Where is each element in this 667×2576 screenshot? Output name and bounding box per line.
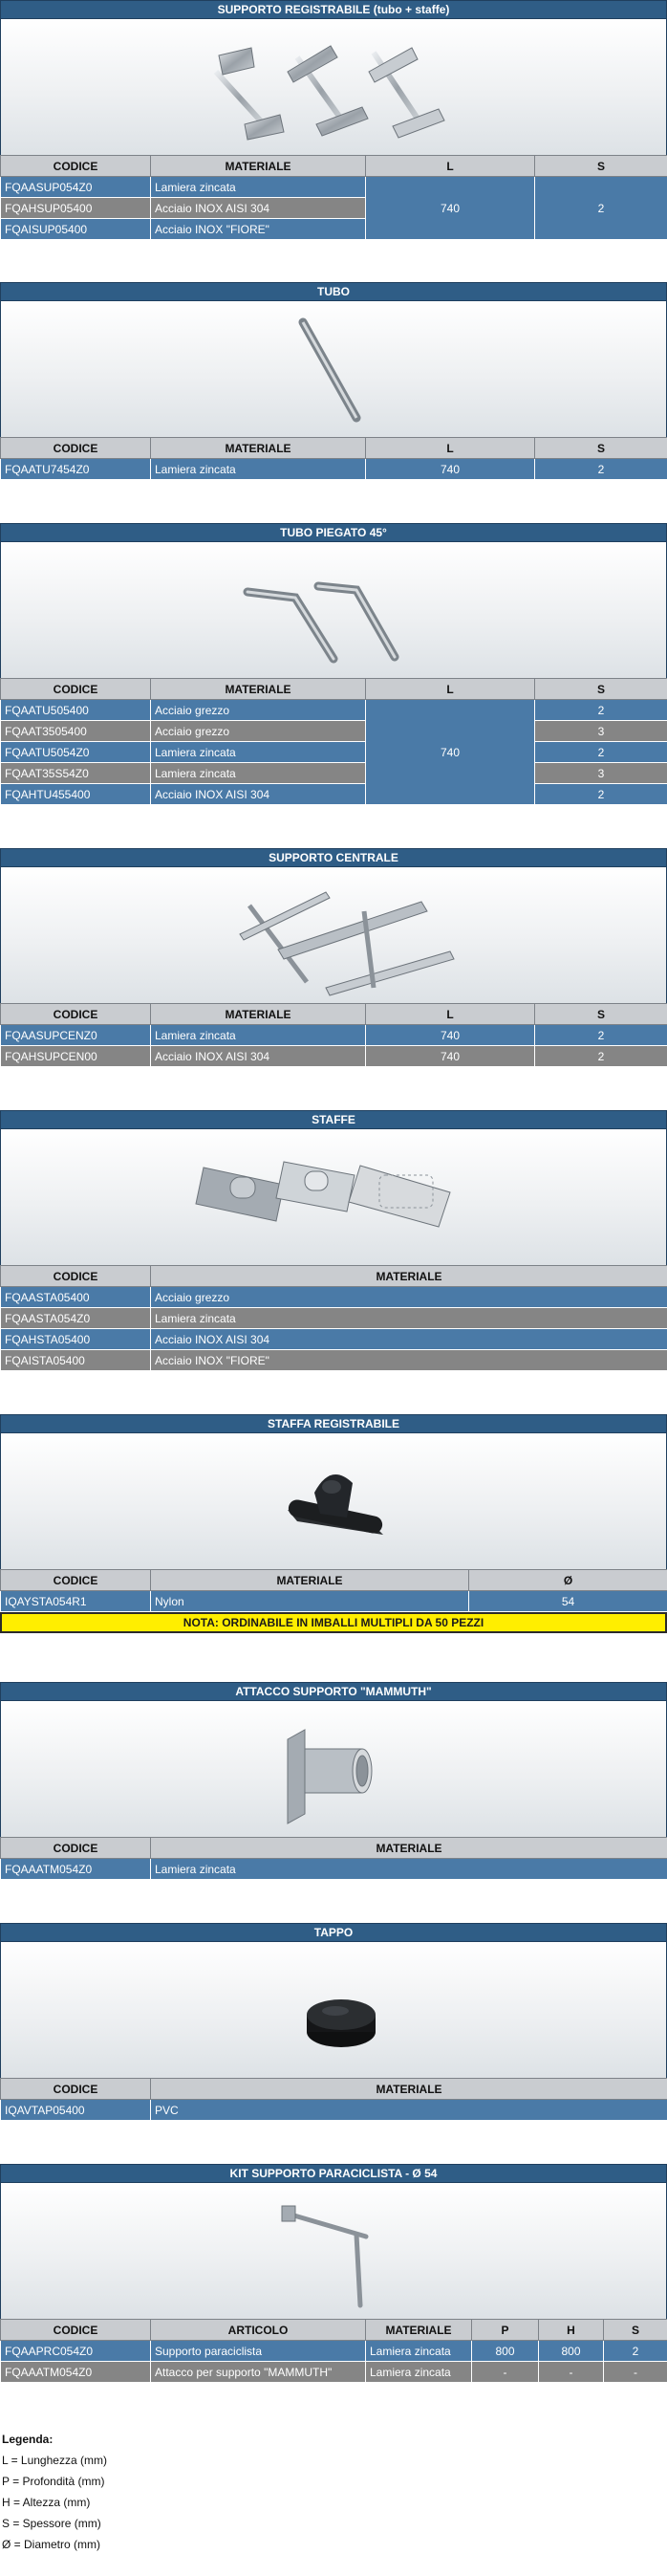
col-header-codice: CODICE — [1, 1570, 151, 1591]
cell-article: Attacco per supporto "MAMMUTH" — [151, 2362, 366, 2383]
table-row — [1, 2100, 667, 2121]
cell-s: 2 — [535, 177, 667, 240]
cell-material: Lamiera zincata — [151, 1859, 667, 1880]
cell-code: FQAHTU455400 — [1, 784, 151, 805]
product-table — [0, 2078, 667, 2121]
cell-material: Acciaio grezzo — [151, 1287, 667, 1308]
col-header-materiale: MATERIALE — [151, 1570, 469, 1591]
cell-code: FQAATU505400 — [1, 700, 151, 721]
product-table — [0, 1003, 667, 1067]
col-header-p: P — [472, 2320, 539, 2341]
cell-code: FQAAATM054Z0 — [1, 2362, 151, 2383]
cell-material: Lamiera zincata — [151, 177, 366, 198]
product-image-kit-paraciclista — [0, 2183, 667, 2319]
col-header-articolo: ARTICOLO — [151, 2320, 366, 2341]
col-header-s: S — [535, 438, 667, 459]
cell-h: - — [539, 2362, 604, 2383]
col-header-codice: CODICE — [1, 679, 151, 700]
col-header-materiale: MATERIALE — [151, 1838, 667, 1859]
cell-material: Acciaio INOX AISI 304 — [151, 198, 366, 219]
cell-code: FQAATU5054Z0 — [1, 742, 151, 763]
col-header-codice: CODICE — [1, 2320, 151, 2341]
product-image-tubo — [0, 301, 667, 437]
section-title: TAPPO — [0, 1923, 667, 1942]
section-tubo — [0, 282, 667, 480]
cell-s: 3 — [535, 763, 667, 784]
table-row — [1, 177, 667, 198]
cell-material: Acciaio grezzo — [151, 721, 366, 742]
table-row — [1, 1287, 667, 1308]
table-row — [1, 763, 667, 784]
cell-material: Acciaio INOX AISI 304 — [151, 1329, 667, 1350]
section-supporto-registrabile — [0, 0, 667, 240]
product-image-tubo-piegato — [0, 542, 667, 678]
cell-code: FQAISTA05400 — [1, 1350, 151, 1371]
col-header-diametro: Ø — [469, 1570, 667, 1591]
cell-s: - — [604, 2362, 667, 2383]
section-tubo-piegato — [0, 523, 667, 805]
product-table — [0, 1569, 667, 1612]
col-header-codice: CODICE — [1, 156, 151, 177]
section-title: KIT SUPPORTO PARACICLISTA - Ø 54 — [0, 2164, 667, 2183]
section-title: TUBO — [0, 282, 667, 301]
cell-material: PVC — [151, 2100, 667, 2121]
col-header-h: H — [539, 2320, 604, 2341]
col-header-s: S — [535, 156, 667, 177]
col-header-l: L — [366, 156, 535, 177]
cell-code: FQAAPRC054Z0 — [1, 2341, 151, 2362]
legend-item: L = Lunghezza (mm) — [2, 2454, 107, 2467]
section-staffa-registrabile — [0, 1414, 667, 1633]
cell-s: 3 — [535, 721, 667, 742]
cell-material: Lamiera zincata — [366, 2362, 472, 2383]
legend-item: H = Altezza (mm) — [2, 2496, 91, 2509]
col-header-codice: CODICE — [1, 2079, 151, 2100]
col-header-materiale: MATERIALE — [151, 156, 366, 177]
cell-code: FQAHSUPCEN00 — [1, 1046, 151, 1067]
table-row — [1, 1859, 667, 1880]
cell-p: 800 — [472, 2341, 539, 2362]
table-row — [1, 1308, 667, 1329]
order-note: NOTA: ORDINABILE IN IMBALLI MULTIPLI DA 50 PEZZI — [0, 1612, 667, 1633]
cell-s: 2 — [535, 459, 667, 480]
cell-code: IQAYSTA054R1 — [1, 1591, 151, 1612]
table-row — [1, 1329, 667, 1350]
cell-l: 740 — [366, 1046, 535, 1067]
cell-code: FQAASUP054Z0 — [1, 177, 151, 198]
product-image-staffa-registrabile — [0, 1433, 667, 1569]
cell-h: 800 — [539, 2341, 604, 2362]
cell-code: FQAISUP05400 — [1, 219, 151, 240]
legend-item: P = Profondità (mm) — [2, 2475, 105, 2488]
cell-material: Acciaio INOX "FIORE" — [151, 219, 366, 240]
product-table — [0, 437, 667, 480]
col-header-l: L — [366, 438, 535, 459]
section-title: TUBO PIEGATO 45° — [0, 523, 667, 542]
legend-title: Legenda: — [2, 2433, 54, 2446]
product-image-tappo — [0, 1942, 667, 2078]
cell-code: IQAVTAP05400 — [1, 2100, 151, 2121]
product-table — [0, 678, 667, 805]
product-table — [0, 1837, 667, 1880]
cell-material: Nylon — [151, 1591, 469, 1612]
cell-s: 2 — [535, 742, 667, 763]
col-header-materiale: MATERIALE — [151, 1004, 366, 1025]
cell-material: Lamiera zincata — [151, 1308, 667, 1329]
col-header-s: S — [535, 1004, 667, 1025]
cell-material: Acciaio INOX AISI 304 — [151, 784, 366, 805]
col-header-materiale: MATERIALE — [151, 1266, 667, 1287]
cell-s: 2 — [535, 700, 667, 721]
table-row — [1, 1591, 667, 1612]
product-image-attacco-mammuth — [0, 1701, 667, 1837]
cell-material: Acciaio INOX "FIORE" — [151, 1350, 667, 1371]
cell-l: 740 — [366, 1025, 535, 1046]
cell-code: FQAHSTA05400 — [1, 1329, 151, 1350]
table-row — [1, 459, 667, 480]
cell-material: Lamiera zincata — [151, 763, 366, 784]
cell-code: FQAAATM054Z0 — [1, 1859, 151, 1880]
cell-code: FQAHSUP05400 — [1, 198, 151, 219]
cell-material: Lamiera zincata — [151, 742, 366, 763]
table-row — [1, 700, 667, 721]
cell-material: Lamiera zincata — [151, 459, 366, 480]
col-header-l: L — [366, 679, 535, 700]
cell-s: 2 — [535, 784, 667, 805]
cell-code: FQAASTA054Z0 — [1, 1308, 151, 1329]
product-table — [0, 1265, 667, 1371]
cell-article: Supporto paraciclista — [151, 2341, 366, 2362]
product-image-supporto-registrabile — [0, 19, 667, 155]
cell-l: 740 — [366, 700, 535, 805]
section-title: STAFFA REGISTRABILE — [0, 1414, 667, 1433]
col-header-codice: CODICE — [1, 1266, 151, 1287]
section-kit-paraciclista — [0, 2164, 667, 2383]
table-row — [1, 721, 667, 742]
cell-code: FQAASTA05400 — [1, 1287, 151, 1308]
cell-material: Acciaio INOX AISI 304 — [151, 1046, 366, 1067]
table-row — [1, 1046, 667, 1067]
section-tappo — [0, 1923, 667, 2121]
cell-l: 740 — [366, 177, 535, 240]
cell-diametro: 54 — [469, 1591, 667, 1612]
section-attacco-mammuth — [0, 1682, 667, 1880]
col-header-l: L — [366, 1004, 535, 1025]
cell-code: FQAAT3505400 — [1, 721, 151, 742]
table-row — [1, 784, 667, 805]
col-header-codice: CODICE — [1, 1838, 151, 1859]
table-row — [1, 2341, 667, 2362]
cell-s: 2 — [535, 1025, 667, 1046]
section-staffe — [0, 1110, 667, 1371]
col-header-s: S — [535, 679, 667, 700]
col-header-materiale: MATERIALE — [151, 438, 366, 459]
col-header-codice: CODICE — [1, 1004, 151, 1025]
cell-code: FQAATU7454Z0 — [1, 459, 151, 480]
legend — [2, 2429, 107, 2555]
legend-item: Ø = Diametro (mm) — [2, 2538, 101, 2551]
cell-l: 740 — [366, 459, 535, 480]
section-title: STAFFE — [0, 1110, 667, 1129]
product-table — [0, 155, 667, 240]
product-table — [0, 2319, 667, 2383]
table-row — [1, 742, 667, 763]
legend-item: S = Spessore (mm) — [2, 2517, 101, 2530]
section-title: SUPPORTO CENTRALE — [0, 848, 667, 867]
section-supporto-centrale — [0, 848, 667, 1067]
cell-code: FQAAT35S54Z0 — [1, 763, 151, 784]
table-row — [1, 2362, 667, 2383]
section-title: SUPPORTO REGISTRABILE (tubo + staffe) — [0, 0, 667, 19]
col-header-codice: CODICE — [1, 438, 151, 459]
col-header-materiale: MATERIALE — [151, 2079, 667, 2100]
cell-code: FQAASUPCENZ0 — [1, 1025, 151, 1046]
table-row — [1, 1350, 667, 1371]
product-image-staffe — [0, 1129, 667, 1265]
cell-material: Lamiera zincata — [366, 2341, 472, 2362]
product-image-supporto-centrale — [0, 867, 667, 1003]
table-row — [1, 1025, 667, 1046]
col-header-materiale: MATERIALE — [151, 679, 366, 700]
col-header-s: S — [604, 2320, 667, 2341]
cell-p: - — [472, 2362, 539, 2383]
cell-material: Acciaio grezzo — [151, 700, 366, 721]
cell-material: Lamiera zincata — [151, 1025, 366, 1046]
section-title: ATTACCO SUPPORTO "MAMMUTH" — [0, 1682, 667, 1701]
cell-s: 2 — [604, 2341, 667, 2362]
cell-s: 2 — [535, 1046, 667, 1067]
col-header-materiale: MATERIALE — [366, 2320, 472, 2341]
